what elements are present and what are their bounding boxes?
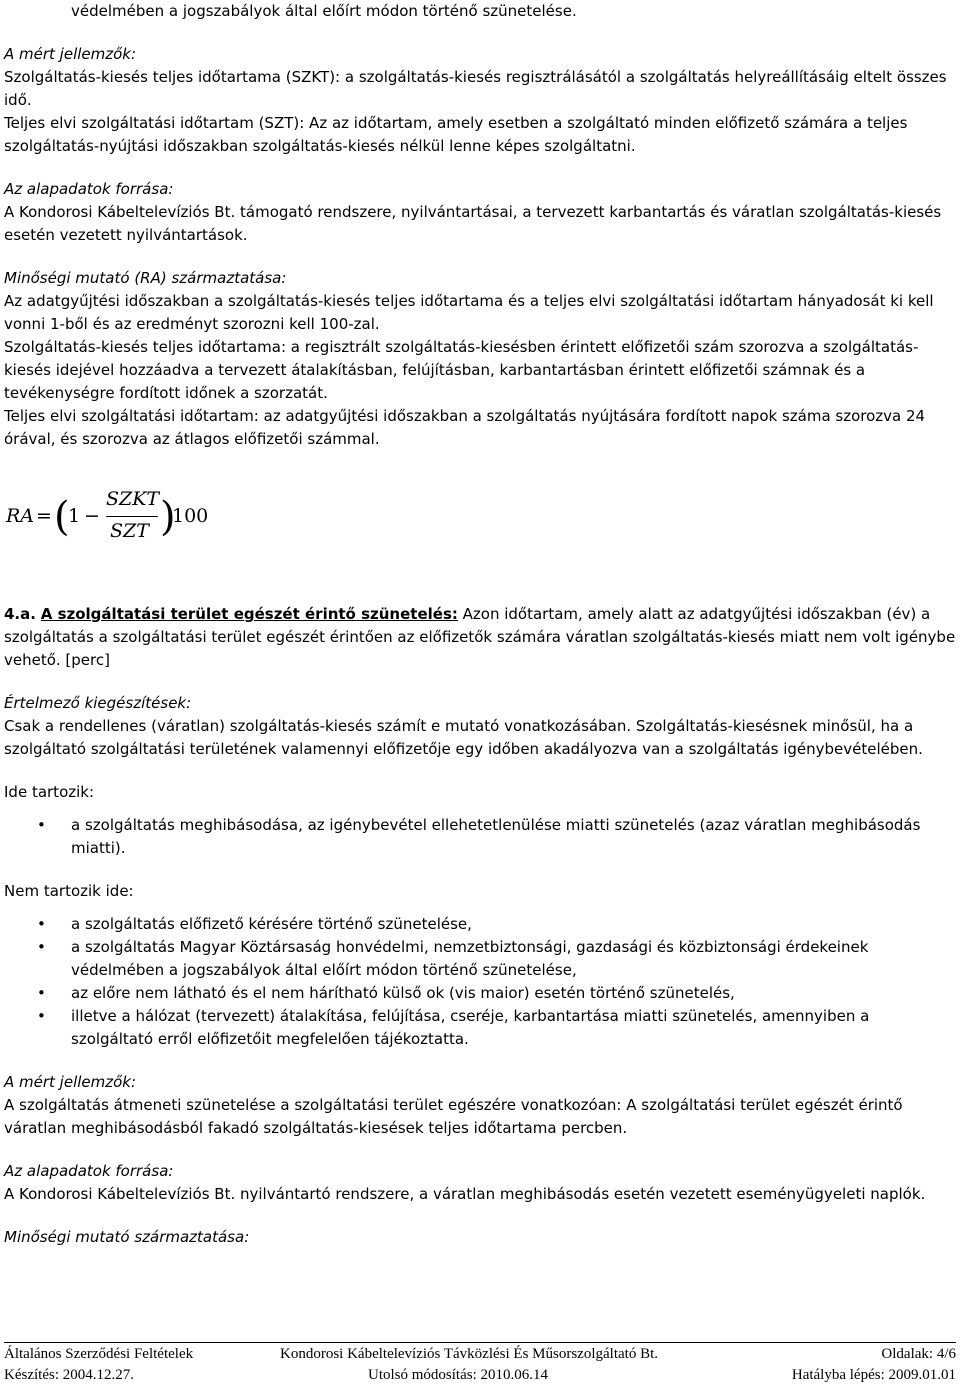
- formula-minus: −: [84, 505, 100, 527]
- excluded-list: [4, 913, 956, 1051]
- paragraph-data-source: A Kondorosi Kábeltelevíziós Bt. támogató rendszere, nyilvántartásai, a tervezett karbantartás és váratlan szolgáltatás-kiesés esetén vezetett nyilvántartások.: [4, 203, 942, 244]
- footer-company: Kondorosi Kábeltelevíziós Távközlési És Műsorszolgáltató Bt.: [280, 1346, 658, 1362]
- bullet-icon: •: [37, 816, 46, 834]
- list-item-text: illetve a hálózat (tervezett) átalakítása, felújítása, cseréje, karbantartása miatti szünetelés, amennyiben a szolgáltató erről előfizetőit megfelelően tájékoztatta.: [71, 1007, 870, 1048]
- list-item-text: az előre nem látható és el nem hárítható külső ok (vis maior) esetén történő szünetelés,: [71, 984, 735, 1002]
- footer-page-count: Oldalak: 4/6: [881, 1346, 956, 1362]
- footer-created: Készítés: 2004.12.27.: [4, 1367, 134, 1383]
- paragraph-interpretation: Csak a rendellenes (váratlan) szolgáltatás-kiesés számít e mutató vonatkozásában. Szolgáltatás-kiesésnek minősül, ha a szolgáltató szolgáltatási területének valamennyi előfizetője egy időben akadályozva van a szolgáltatás igénybevételében.: [4, 717, 923, 758]
- footer-divider: [4, 1342, 956, 1343]
- list-item-text: a szolgáltatás meghibásodása, az igénybevétel ellehetetlenülése miatti szünetelés (azaz váratlan meghibásodás miatti).: [71, 816, 921, 857]
- heading-data-source: Az alapadatok forrása:: [4, 180, 174, 198]
- section-title: A szolgáltatási terület egészét érintő szünetelés:: [40, 605, 458, 623]
- formula-left-paren: (: [54, 494, 70, 540]
- heading-derivation-2: Minőségi mutató származtatása:: [4, 1228, 250, 1246]
- list-item: [4, 814, 956, 860]
- heading-measured-characteristics: A mért jellemzők:: [4, 45, 137, 63]
- formula-denominator: SZT: [110, 520, 149, 542]
- paragraph-szt-definition: Teljes elvi szolgáltatási időtartam (SZT): Az az időtartam, amely esetben a szolgáltató minden előfizető számára a teljes szolgáltatás-nyújtási időszakban szolgáltatás-kiesés nélkül lenne képes szolgáltatni.: [4, 114, 908, 155]
- formula-lhs: RA: [6, 505, 35, 527]
- list-item-text: a szolgáltatás Magyar Köztársaság honvédelmi, nemzetbiztonsági, gazdasági és közbiztonsági érdekeinek védelmében a jogszabályok által előírt módon történő szünetelése,: [71, 938, 869, 979]
- formula-equals: =: [36, 505, 52, 527]
- section-number: 4.a.: [4, 605, 36, 623]
- list-item: [4, 936, 956, 982]
- heading-excluded: Nem tartozik ide:: [4, 882, 134, 900]
- ra-formula: [6, 486, 226, 548]
- heading-included: Ide tartozik:: [4, 783, 95, 801]
- paragraph-szkt-calculation: Szolgáltatás-kiesés teljes időtartama: a regisztrált szolgáltatás-kiesésben érintett előfizetői szám szorozva a szolgáltatás-kiesés idejével hozzáadva a tervezett átalakításban, felújításban, karbantartásban érintett előfizetői számnak és a tevékenységre fordított időnek a szorzatát.: [4, 338, 919, 402]
- formula-multiplier: 100: [172, 505, 209, 527]
- formula-fraction-bar: [106, 516, 158, 517]
- formula-one: 1: [68, 505, 81, 527]
- paragraph-ra-derivation: Az adatgyűjtési időszakban a szolgáltatás-kiesés teljes időtartama és a teljes elvi szolgáltatási időtartam hányadosát ki kell vonni 1-ből és az eredményt szorozni kell 100-zal.: [4, 292, 934, 333]
- bullet-icon: •: [37, 984, 46, 1002]
- paragraph-szkt-definition: Szolgáltatás-kiesés teljes időtartama (SZKT): a szolgáltatás-kiesés regisztrálásától a szolgáltatás helyreállításáig eltelt összes idő.: [4, 68, 947, 109]
- paragraph-data-source-2: A Kondorosi Kábeltelevíziós Bt. nyilvántartó rendszere, a váratlan meghibásodás esetén vezetett eseményügyeleti naplók.: [4, 1185, 926, 1203]
- formula-numerator: SZKT: [106, 488, 160, 510]
- paragraph-szt-calculation: Teljes elvi szolgáltatási időtartam: az adatgyűjtési időszakban a szolgáltatás nyújtására fordított napok száma szorozva 24 órával, és szorozva az átlagos előfizetői számmal.: [4, 407, 926, 448]
- heading-data-source-2: Az alapadatok forrása:: [4, 1162, 174, 1180]
- footer-modified: Utolsó módosítás: 2010.06.14: [368, 1367, 549, 1383]
- section-definition: Azon időtartam, amely alatt az adatgyűjtési időszakban (év) a szolgáltatás a szolgáltatási terület egészét érintően az előfizetők számára váratlan szolgáltatás-kiesés miatt nem volt igénybe vehető. [perc]: [4, 605, 956, 669]
- list-item: [4, 913, 956, 936]
- included-list: [4, 814, 956, 860]
- list-item: [4, 1005, 956, 1051]
- list-item-text: a szolgáltatás előfizető kérésére történő szünetelése,: [71, 915, 472, 933]
- list-item: [4, 982, 956, 1005]
- formula-right-paren: ): [160, 494, 176, 540]
- document-page: [4, 0, 956, 451]
- heading-ra-derivation: Minőségi mutató (RA) származtatása:: [4, 269, 287, 287]
- paragraph-measured-2: A szolgáltatás átmeneti szünetelése a szolgáltatási terület egészére vonatkozóan: A szolgáltatási terület egészét érintő váratlan meghibásodásból fakadó szolgáltatás-kiesések teljes időtartama percben.: [4, 1096, 903, 1137]
- continued-bullet-text: védelmében a jogszabályok által előírt módon történő szünetelése.: [71, 2, 577, 20]
- bullet-icon: •: [37, 938, 46, 956]
- bullet-icon: •: [37, 1007, 46, 1025]
- heading-interpretation: Értelmező kiegészítések:: [4, 694, 192, 712]
- bullet-icon: •: [37, 915, 46, 933]
- footer-effective: Hatályba lépés: 2009.01.01: [791, 1367, 956, 1383]
- heading-measured-characteristics-2: A mért jellemzők:: [4, 1073, 137, 1091]
- paragraph-4a-definition: [4, 603, 956, 672]
- footer-doc-title: Általános Szerződési Feltételek: [4, 1346, 194, 1362]
- section-4a: [4, 603, 956, 1249]
